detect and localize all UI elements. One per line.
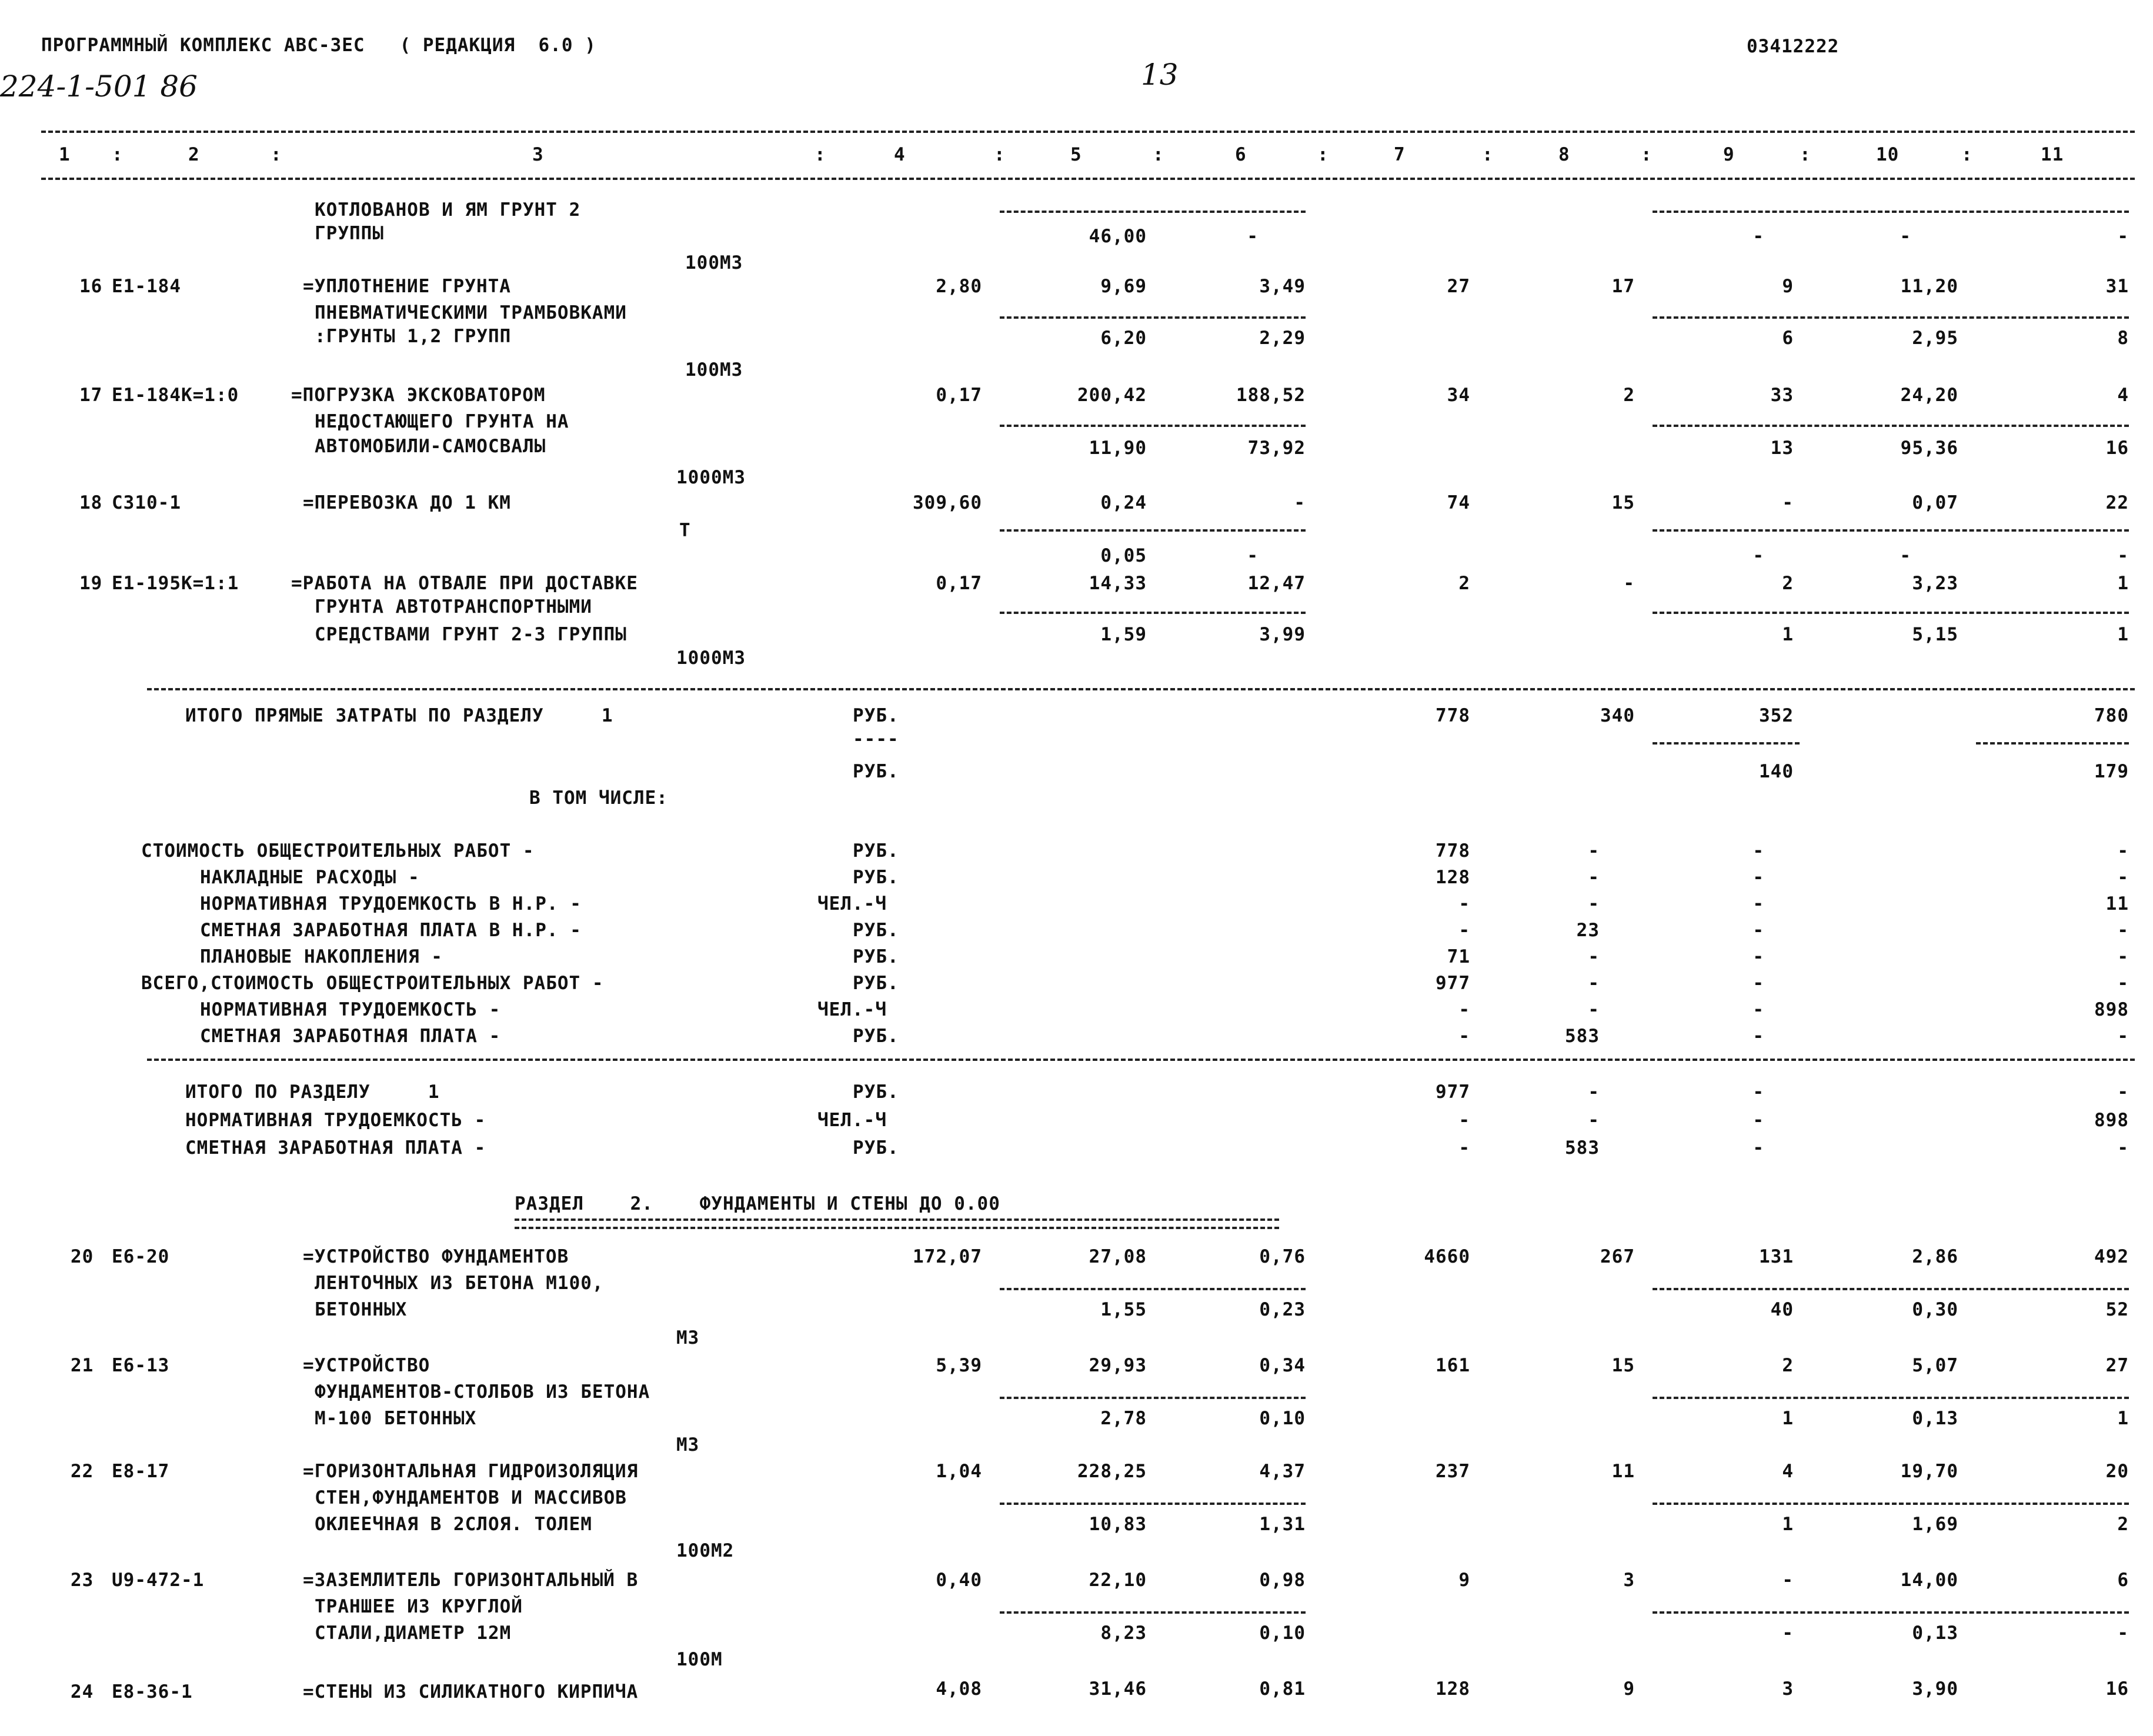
cell-c6: 3,49 <box>1259 276 1306 297</box>
cell-c5: 228,25 <box>1077 1461 1147 1482</box>
col-7: 7 <box>1394 144 1406 165</box>
cell-c7: 2 <box>1458 573 1470 594</box>
unit: РУБ. <box>853 840 899 862</box>
cell-c6: 1,31 <box>1259 1514 1306 1535</box>
cell-c5: 2,78 <box>1100 1408 1147 1429</box>
dash-mark: ---- <box>853 729 899 750</box>
col-sep: : <box>1317 144 1329 165</box>
cell-c7: 27 <box>1447 276 1470 297</box>
cell-c7: 4660 <box>1424 1246 1470 1267</box>
cell-c8: - <box>1588 1110 1600 1131</box>
item-text: ЛЕНТОЧНЫХ ИЗ БЕТОНА М100, <box>315 1273 604 1294</box>
row-number: 19 <box>79 573 103 594</box>
cell-c5: 46,00 <box>1089 226 1147 247</box>
cell-c5: 1,55 <box>1100 1299 1147 1320</box>
totals-label: ИТОГО ПРЯМЫЕ ЗАТРАТЫ ПО РАЗДЕЛУ 1 <box>185 705 613 726</box>
including-label: В ТОМ ЧИСЛЕ: <box>529 787 668 809</box>
cell-rule <box>1000 425 1306 427</box>
item-text: КОТЛОВАНОВ И ЯМ ГРУНТ 2 <box>315 199 581 221</box>
cell-c8: - <box>1623 573 1635 594</box>
cell-rule <box>1000 1397 1306 1399</box>
page-number: 13 <box>1141 58 1179 92</box>
item-text: =СТЕНЫ ИЗ СИЛИКАТНОГО КИРПИЧА <box>303 1681 639 1702</box>
col-sep: : <box>1153 144 1164 165</box>
row-number: 20 <box>71 1246 94 1267</box>
cell-c5: 8,23 <box>1100 1623 1147 1644</box>
cell-c6: 0,10 <box>1259 1408 1306 1429</box>
cell-c7: - <box>1458 893 1470 914</box>
unit: РУБ. <box>853 761 899 782</box>
unit: РУБ. <box>853 1026 899 1047</box>
cell-c9: - <box>1753 973 1764 994</box>
section-total-label: СМЕТНАЯ ЗАРАБОТНАЯ ПЛАТА - <box>185 1137 486 1159</box>
item-text: =УСТРОЙСТВО ФУНДАМЕНТОВ <box>303 1246 569 1267</box>
cell-c11: - <box>2117 973 2129 994</box>
cell-c5: 6,20 <box>1100 328 1147 349</box>
cell-c11: 31 <box>2105 276 2129 297</box>
cell-c8: 17 <box>1611 276 1635 297</box>
cell-c8: 3 <box>1623 1570 1635 1591</box>
cell-c8: 9 <box>1623 1678 1635 1700</box>
cell-c11: 11 <box>2105 893 2129 914</box>
cell-c9: 4 <box>1782 1461 1794 1482</box>
cell-c9: 140 <box>1759 761 1794 782</box>
cell-c9: - <box>1782 1623 1794 1644</box>
cell-c6: - <box>1247 545 1259 566</box>
cell-c11: 1 <box>2117 624 2129 645</box>
cell-c10: 0,13 <box>1912 1408 1958 1429</box>
cell-rule <box>1000 211 1306 213</box>
unit: Т <box>679 520 691 541</box>
cell-c9: 9 <box>1782 276 1794 297</box>
col-sep: : <box>1800 144 1811 165</box>
cell-c9: 13 <box>1770 438 1794 459</box>
cell-c11: - <box>2117 545 2129 566</box>
cell-c7: 977 <box>1436 973 1470 994</box>
unit: РУБ. <box>853 973 899 994</box>
cell-c6: 3,99 <box>1259 624 1306 645</box>
cell-c7: 161 <box>1436 1355 1470 1376</box>
cell-c7: 778 <box>1436 840 1470 862</box>
unit: РУБ. <box>853 867 899 888</box>
cell-c8: - <box>1588 867 1600 888</box>
cell-c10: 0,07 <box>1912 492 1958 513</box>
item-text: ГРУНТА АВТОТРАНСПОРТНЫМИ <box>315 596 592 617</box>
cell-c9: 1 <box>1782 1408 1794 1429</box>
item-text: СРЕДСТВАМИ ГРУНТ 2-3 ГРУППЫ <box>315 624 627 645</box>
cell-c10: 2,86 <box>1912 1246 1958 1267</box>
cell-c8: 583 <box>1565 1026 1600 1047</box>
unit: РУБ. <box>853 1081 899 1103</box>
cell-c4: 0,17 <box>936 573 982 594</box>
norm-code: Е8-36-1 <box>112 1681 193 1702</box>
item-text: =УПЛОТНЕНИЕ ГРУНТА <box>303 276 511 297</box>
item-text: ГРУППЫ <box>315 223 384 244</box>
cell-c9: 1 <box>1782 624 1794 645</box>
item-text: =ПОГРУЗКА ЭКСКОВАТОРОМ <box>291 385 546 406</box>
cell-c10: 3,90 <box>1912 1678 1958 1700</box>
cell-c4: 4,08 <box>936 1678 982 1700</box>
cell-c11: - <box>2117 226 2129 247</box>
section-total-rule <box>147 1059 2135 1061</box>
program-header: ПРОГРАММНЫЙ КОМПЛЕКС АВС-3ЕС ( РЕДАКЦИЯ 6.0 ) <box>41 35 596 56</box>
cell-c7: - <box>1458 999 1470 1020</box>
cell-rule <box>1976 742 2129 745</box>
norm-code: Е1-184К=1:0 <box>112 385 239 406</box>
unit: М3 <box>676 1434 700 1455</box>
unit: 100М3 <box>685 359 743 380</box>
cell-c8: - <box>1588 893 1600 914</box>
row-number: 23 <box>71 1570 94 1591</box>
cell-c10: - <box>1900 226 1911 247</box>
col-sep: : <box>1482 144 1494 165</box>
cell-c7: 128 <box>1436 867 1470 888</box>
cell-c7: - <box>1458 1137 1470 1159</box>
cell-c4: 1,04 <box>936 1461 982 1482</box>
section-title: РАЗДЕЛ 2. ФУНДАМЕНТЫ И СТЕНЫ ДО 0.00 <box>515 1193 1000 1214</box>
cell-c11: 1 <box>2117 1408 2129 1429</box>
header-bottom-rule <box>41 178 2135 180</box>
cell-c10: 14,00 <box>1900 1570 1958 1591</box>
cell-c9: 40 <box>1770 1299 1794 1320</box>
item-text: НЕДОСТАЮЩЕГО ГРУНТА НА <box>315 411 569 432</box>
cell-c10: 0,30 <box>1912 1299 1958 1320</box>
cell-c11: - <box>2117 946 2129 967</box>
item-text: БЕТОННЫХ <box>315 1299 408 1320</box>
cell-c5: 11,90 <box>1089 438 1147 459</box>
unit: РУБ. <box>853 946 899 967</box>
cell-c8: - <box>1588 973 1600 994</box>
cell-rule <box>1653 612 2129 614</box>
cell-c9: - <box>1753 999 1764 1020</box>
cell-c11: - <box>2117 1026 2129 1047</box>
cell-c9: - <box>1782 492 1794 513</box>
cell-rule <box>1653 211 2129 213</box>
cell-c6: 188,52 <box>1236 385 1306 406</box>
item-text: СТАЛИ,ДИАМЕТР 12М <box>315 1623 512 1644</box>
cell-c7: 34 <box>1447 385 1470 406</box>
cell-c10: 3,23 <box>1912 573 1958 594</box>
item-text: =ЗАЗЕМЛИТЕЛЬ ГОРИЗОНТАЛЬНЫЙ В <box>303 1570 639 1591</box>
unit: 100М3 <box>685 252 743 273</box>
item-text: АВТОМОБИЛИ-САМОСВАЛЫ <box>315 436 546 457</box>
row-number: 16 <box>79 276 103 297</box>
cell-c4: 5,39 <box>936 1355 982 1376</box>
cell-c4: 2,80 <box>936 276 982 297</box>
row-number: 17 <box>79 385 103 406</box>
cell-c11: 179 <box>2094 761 2129 782</box>
cell-c8: 267 <box>1600 1246 1635 1267</box>
cell-c8: 583 <box>1565 1137 1600 1159</box>
cell-c11: - <box>2117 840 2129 862</box>
col-10: 10 <box>1876 144 1900 165</box>
cell-rule <box>1000 1503 1306 1505</box>
cell-c6: 73,92 <box>1247 438 1306 459</box>
breakdown-label: СТОИМОСТЬ ОБЩЕСТРОИТЕЛЬНЫХ РАБОТ - <box>141 840 535 862</box>
row-number: 24 <box>71 1681 94 1702</box>
cell-rule <box>1000 529 1306 532</box>
cell-c9: 131 <box>1759 1246 1794 1267</box>
unit: РУБ. <box>853 705 899 726</box>
cell-c5: 27,08 <box>1089 1246 1147 1267</box>
section-title-underline <box>515 1218 1279 1229</box>
col-11: 11 <box>2041 144 2064 165</box>
cell-c5: 14,33 <box>1089 573 1147 594</box>
cell-c6: 0,10 <box>1259 1623 1306 1644</box>
item-text: :ГРУНТЫ 1,2 ГРУПП <box>315 326 512 347</box>
cell-c5: 1,59 <box>1100 624 1147 645</box>
cell-c9: - <box>1753 1137 1764 1159</box>
cell-c9: - <box>1753 1110 1764 1131</box>
item-text: =ГОРИЗОНТАЛЬНАЯ ГИДРОИЗОЛЯЦИЯ <box>303 1461 639 1482</box>
cell-c11: 2 <box>2117 1514 2129 1535</box>
cell-c11: - <box>2117 1137 2129 1159</box>
cell-c7: 74 <box>1447 492 1470 513</box>
cell-c7: 977 <box>1436 1081 1470 1103</box>
col-4: 4 <box>894 144 906 165</box>
cell-c11: - <box>2117 1081 2129 1103</box>
cell-c7: 9 <box>1458 1570 1470 1591</box>
cell-c4: 0,40 <box>936 1570 982 1591</box>
col-sep: : <box>815 144 826 165</box>
cell-rule <box>1653 425 2129 427</box>
cell-c9: - <box>1782 1570 1794 1591</box>
cell-c11: 492 <box>2094 1246 2129 1267</box>
cell-c5: 31,46 <box>1089 1678 1147 1700</box>
norm-code: Е1-195К=1:1 <box>112 573 239 594</box>
cell-c10: 0,13 <box>1912 1623 1958 1644</box>
cell-c8: - <box>1588 946 1600 967</box>
col-2: 2 <box>188 144 200 165</box>
item-text: ПНЕВМАТИЧЕСКИМИ ТРАМБОВКАМИ <box>315 302 627 323</box>
cell-c11: 780 <box>2094 705 2129 726</box>
cell-rule <box>1653 742 1800 745</box>
cell-c8: 23 <box>1576 920 1600 941</box>
cell-c10: 5,15 <box>1912 624 1958 645</box>
cell-rule <box>1000 316 1306 319</box>
cell-rule <box>1653 1503 2129 1505</box>
col-sep: : <box>271 144 282 165</box>
table-top-rule <box>41 131 2135 133</box>
cell-c11: 6 <box>2117 1570 2129 1591</box>
cell-c10: 19,70 <box>1900 1461 1958 1482</box>
cell-c9: - <box>1753 1081 1764 1103</box>
unit: ЧЕЛ.-Ч <box>817 1110 887 1131</box>
item-text: ТРАНШЕЕ ИЗ КРУГЛОЙ <box>315 1596 523 1617</box>
cell-c9: 33 <box>1770 385 1794 406</box>
cell-c6: - <box>1247 226 1259 247</box>
col-6: 6 <box>1235 144 1247 165</box>
cell-c9: - <box>1753 867 1764 888</box>
col-sep: : <box>1641 144 1653 165</box>
cell-c10: 24,20 <box>1900 385 1958 406</box>
section-total-label: НОРМАТИВНАЯ ТРУДОЕМКОСТЬ - <box>185 1110 486 1131</box>
breakdown-label: НОРМАТИВНАЯ ТРУДОЕМКОСТЬ В Н.Р. - <box>200 893 582 914</box>
breakdown-label: СМЕТНАЯ ЗАРАБОТНАЯ ПЛАТА В Н.Р. - <box>200 920 582 941</box>
unit: ЧЕЛ.-Ч <box>817 893 887 914</box>
cell-c10: 11,20 <box>1900 276 1958 297</box>
section-total-label: ИТОГО ПО РАЗДЕЛУ 1 <box>185 1081 440 1103</box>
cell-c8: 15 <box>1611 492 1635 513</box>
item-text: =ПЕРЕВОЗКА ДО 1 КМ <box>303 492 511 513</box>
cell-c5: 22,10 <box>1089 1570 1147 1591</box>
cell-c5: 200,42 <box>1077 385 1147 406</box>
document-code: 03412222 <box>1747 36 1840 57</box>
item-text: =УСТРОЙСТВО <box>303 1355 430 1376</box>
cell-c6: 0,98 <box>1259 1570 1306 1591</box>
cell-c5: 29,93 <box>1089 1355 1147 1376</box>
cell-c7: - <box>1458 1110 1470 1131</box>
row-number: 22 <box>71 1461 94 1482</box>
cell-c6: 0,76 <box>1259 1246 1306 1267</box>
breakdown-label: ПЛАНОВЫЕ НАКОПЛЕНИЯ - <box>200 946 443 967</box>
cell-c6: 4,37 <box>1259 1461 1306 1482</box>
unit: 100М <box>676 1649 723 1670</box>
cell-c11: 16 <box>2105 1678 2129 1700</box>
norm-code: Е1-184 <box>112 276 181 297</box>
norm-code: Е8-17 <box>112 1461 170 1482</box>
cell-c7: 237 <box>1436 1461 1470 1482</box>
cell-c6: - <box>1294 492 1306 513</box>
cell-c11: 898 <box>2094 1110 2129 1131</box>
unit: 1000М3 <box>676 467 746 488</box>
cell-rule <box>1000 1611 1306 1614</box>
cell-c8: - <box>1588 840 1600 862</box>
unit: 1000М3 <box>676 647 746 669</box>
col-5: 5 <box>1070 144 1082 165</box>
cell-rule <box>1653 316 2129 319</box>
cell-c9: - <box>1753 840 1764 862</box>
cell-c10: 5,07 <box>1912 1355 1958 1376</box>
cell-c9: - <box>1753 946 1764 967</box>
cell-c10: 1,69 <box>1912 1514 1958 1535</box>
project-number: 224-1-501 86 <box>0 69 198 104</box>
cell-c9: - <box>1753 1026 1764 1047</box>
item-text: М-100 БЕТОННЫХ <box>315 1408 477 1429</box>
col-sep: : <box>1961 144 1973 165</box>
cell-c11: 898 <box>2094 999 2129 1020</box>
norm-code: Е6-13 <box>112 1355 170 1376</box>
cell-c11: 16 <box>2105 438 2129 459</box>
breakdown-label: НАКЛАДНЫЕ РАСХОДЫ - <box>200 867 420 888</box>
cell-c8: - <box>1588 999 1600 1020</box>
cell-c7: - <box>1458 920 1470 941</box>
cell-c9: 352 <box>1759 705 1794 726</box>
item-text: =РАБОТА НА ОТВАЛЕ ПРИ ДОСТАВКЕ <box>291 573 638 594</box>
cell-c9: 3 <box>1782 1678 1794 1700</box>
cell-c11: - <box>2117 920 2129 941</box>
cell-c4: 0,17 <box>936 385 982 406</box>
cell-c6: 0,81 <box>1259 1678 1306 1700</box>
cell-c9: 6 <box>1782 328 1794 349</box>
norm-code: С310-1 <box>112 492 181 513</box>
cell-c9: - <box>1753 545 1764 566</box>
totals-rule <box>147 688 2135 690</box>
cell-c9: 2 <box>1782 573 1794 594</box>
row-number: 21 <box>71 1355 94 1376</box>
cell-c10: - <box>1900 545 1911 566</box>
norm-code: Е6-20 <box>112 1246 170 1267</box>
cell-c6: 0,34 <box>1259 1355 1306 1376</box>
cell-c7: 778 <box>1436 705 1470 726</box>
cell-c5: 0,05 <box>1100 545 1147 566</box>
breakdown-label: ВСЕГО,СТОИМОСТЬ ОБЩЕСТРОИТЕЛЬНЫХ РАБОТ - <box>141 973 604 994</box>
cell-c9: - <box>1753 226 1764 247</box>
cell-c9: 2 <box>1782 1355 1794 1376</box>
cell-c8: 340 <box>1600 705 1635 726</box>
col-3: 3 <box>532 144 544 165</box>
cell-c11: 1 <box>2117 573 2129 594</box>
unit: ЧЕЛ.-Ч <box>817 999 887 1020</box>
cell-c11: 27 <box>2105 1355 2129 1376</box>
unit: РУБ. <box>853 1137 899 1159</box>
col-sep: : <box>112 144 123 165</box>
cell-c6: 0,23 <box>1259 1299 1306 1320</box>
col-1: 1 <box>59 144 71 165</box>
cell-c5: 10,83 <box>1089 1514 1147 1535</box>
cell-c10: 95,36 <box>1900 438 1958 459</box>
cell-rule <box>1000 612 1306 614</box>
cell-rule <box>1653 529 2129 532</box>
item-text: СТЕН,ФУНДАМЕНТОВ И МАССИВОВ <box>315 1487 627 1508</box>
cell-c8: 15 <box>1611 1355 1635 1376</box>
unit: 100М2 <box>676 1540 735 1561</box>
row-number: 18 <box>79 492 103 513</box>
cell-c4: 172,07 <box>913 1246 982 1267</box>
cell-c11: 52 <box>2105 1299 2129 1320</box>
cell-rule <box>1000 1288 1306 1290</box>
cell-c7: 128 <box>1436 1678 1470 1700</box>
cell-rule <box>1653 1288 2129 1290</box>
cell-c5: 9,69 <box>1100 276 1147 297</box>
unit: РУБ. <box>853 920 899 941</box>
item-text: ФУНДАМЕНТОВ-СТОЛБОВ ИЗ БЕТОНА <box>315 1381 650 1403</box>
cell-c6: 2,29 <box>1259 328 1306 349</box>
cell-c9: 1 <box>1782 1514 1794 1535</box>
cell-c7: 71 <box>1447 946 1470 967</box>
cell-c10: 2,95 <box>1912 328 1958 349</box>
cell-c6: 12,47 <box>1247 573 1306 594</box>
cell-c11: 20 <box>2105 1461 2129 1482</box>
cell-c11: 22 <box>2105 492 2129 513</box>
cell-c9: - <box>1753 893 1764 914</box>
cell-c8: - <box>1588 1081 1600 1103</box>
cell-c9: - <box>1753 920 1764 941</box>
breakdown-label: СМЕТНАЯ ЗАРАБОТНАЯ ПЛАТА - <box>200 1026 501 1047</box>
cell-c11: - <box>2117 867 2129 888</box>
col-sep: : <box>994 144 1006 165</box>
cell-rule <box>1653 1397 2129 1399</box>
cell-c11: 8 <box>2117 328 2129 349</box>
cell-c4: 309,60 <box>913 492 982 513</box>
unit: М3 <box>676 1327 700 1348</box>
cell-rule <box>1653 1611 2129 1614</box>
cell-c8: 11 <box>1611 1461 1635 1482</box>
cell-c7: - <box>1458 1026 1470 1047</box>
breakdown-label: НОРМАТИВНАЯ ТРУДОЕМКОСТЬ - <box>200 999 501 1020</box>
cell-c8: 2 <box>1623 385 1635 406</box>
item-text: ОКЛЕЕЧНАЯ В 2СЛОЯ. ТОЛЕМ <box>315 1514 592 1535</box>
col-8: 8 <box>1558 144 1570 165</box>
cell-c11: 4 <box>2117 385 2129 406</box>
cell-c5: 0,24 <box>1100 492 1147 513</box>
col-9: 9 <box>1723 144 1735 165</box>
norm-code: U9-472-1 <box>112 1570 205 1591</box>
cell-c11: - <box>2117 1623 2129 1644</box>
